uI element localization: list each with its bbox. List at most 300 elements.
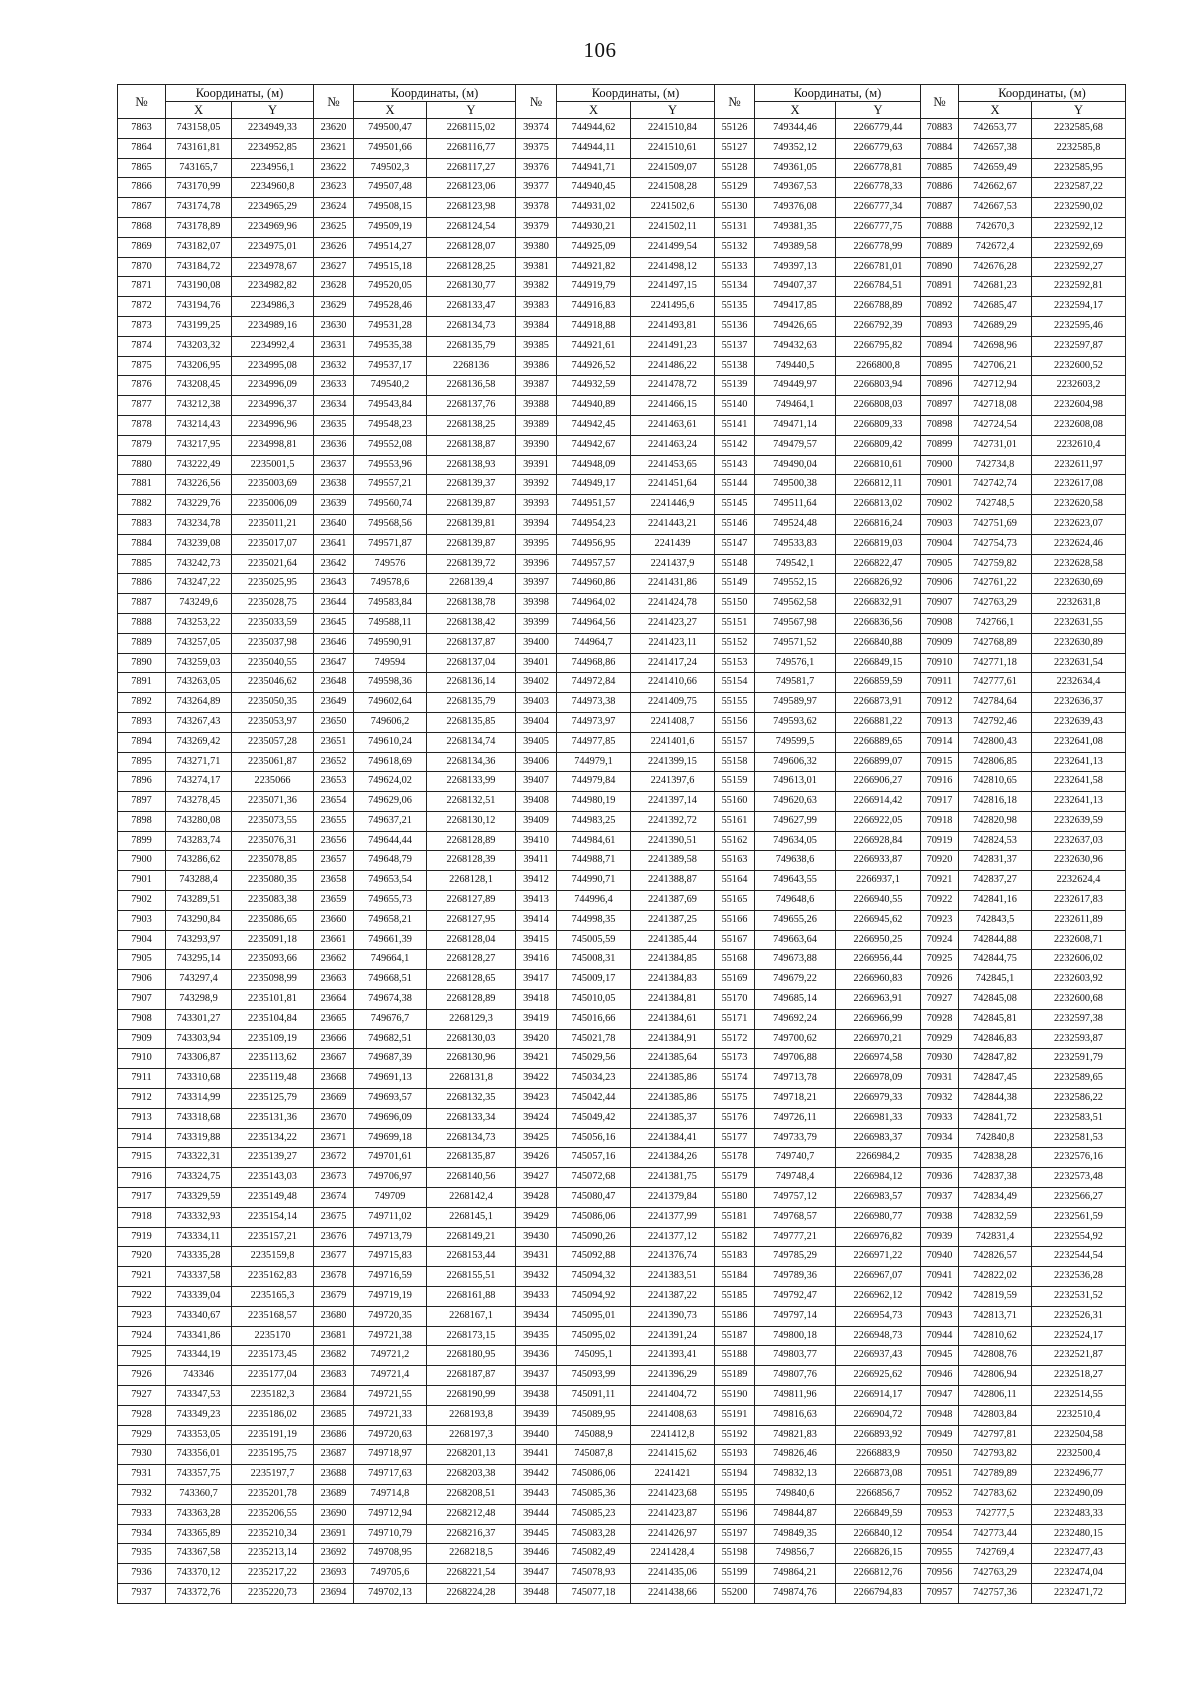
x-coordinate: 744941,71	[557, 158, 631, 178]
y-coordinate: 2232637,03	[1032, 831, 1126, 851]
x-coordinate: 749844,87	[755, 1504, 836, 1524]
point-number: 23652	[314, 752, 354, 772]
table-row	[118, 752, 1126, 772]
y-coordinate: 2234960,8	[232, 178, 314, 198]
point-number: 70947	[921, 1386, 959, 1406]
x-coordinate: 749449,97	[755, 376, 836, 396]
x-coordinate: 749464,1	[755, 396, 836, 416]
x-coordinate: 749397,13	[755, 257, 836, 277]
x-coordinate: 749706,97	[354, 1168, 427, 1188]
point-number: 70885	[921, 158, 959, 178]
x-coordinate: 743206,95	[166, 356, 232, 376]
point-number: 55196	[715, 1504, 755, 1524]
x-coordinate: 749807,76	[755, 1366, 836, 1386]
point-number: 70924	[921, 930, 959, 950]
point-number: 39431	[516, 1247, 557, 1267]
point-number: 55186	[715, 1306, 755, 1326]
point-number: 55187	[715, 1326, 755, 1346]
x-coordinate: 749679,22	[755, 970, 836, 990]
x-coordinate: 749578,6	[354, 574, 427, 594]
y-coordinate: 2268129,3	[427, 1009, 516, 1029]
y-coordinate: 2268140,56	[427, 1168, 516, 1188]
header-x: X	[354, 102, 427, 119]
y-coordinate: 2266819,03	[836, 534, 921, 554]
y-coordinate: 2268187,87	[427, 1366, 516, 1386]
y-coordinate: 2232544,54	[1032, 1247, 1126, 1267]
x-coordinate: 749520,05	[354, 277, 427, 297]
point-number: 7896	[118, 772, 166, 792]
point-number: 7922	[118, 1287, 166, 1307]
x-coordinate: 749389,58	[755, 237, 836, 257]
table-row	[118, 415, 1126, 435]
point-number: 23661	[314, 930, 354, 950]
point-number: 55126	[715, 119, 755, 139]
x-coordinate: 749426,65	[755, 316, 836, 336]
x-coordinate: 742803,84	[959, 1405, 1032, 1425]
table-row	[118, 891, 1126, 911]
y-coordinate: 2232603,92	[1032, 970, 1126, 990]
point-number: 39416	[516, 950, 557, 970]
point-number: 70933	[921, 1108, 959, 1128]
y-coordinate: 2266822,47	[836, 554, 921, 574]
x-coordinate: 749417,85	[755, 297, 836, 317]
y-coordinate: 2235104,84	[232, 1009, 314, 1029]
y-coordinate: 2232585,8	[1032, 138, 1126, 158]
x-coordinate: 742768,89	[959, 633, 1032, 653]
point-number: 23633	[314, 376, 354, 396]
table-row	[118, 653, 1126, 673]
y-coordinate: 2235073,55	[232, 811, 314, 831]
point-number: 70907	[921, 594, 959, 614]
x-coordinate: 749352,12	[755, 138, 836, 158]
point-number: 23622	[314, 158, 354, 178]
y-coordinate: 2268155,51	[427, 1267, 516, 1287]
point-number: 70898	[921, 415, 959, 435]
point-number: 7901	[118, 871, 166, 891]
point-number: 70909	[921, 633, 959, 653]
point-number: 70914	[921, 732, 959, 752]
point-number: 55160	[715, 792, 755, 812]
point-number: 55193	[715, 1445, 755, 1465]
point-number: 70894	[921, 336, 959, 356]
x-coordinate: 742806,11	[959, 1386, 1032, 1406]
point-number: 7864	[118, 138, 166, 158]
point-number: 39438	[516, 1386, 557, 1406]
point-number: 39430	[516, 1227, 557, 1247]
table-row	[118, 336, 1126, 356]
point-number: 70946	[921, 1366, 959, 1386]
point-number: 39402	[516, 673, 557, 693]
point-number: 23673	[314, 1168, 354, 1188]
x-coordinate: 742754,73	[959, 534, 1032, 554]
x-coordinate: 749543,84	[354, 396, 427, 416]
y-coordinate: 2241428,4	[631, 1544, 715, 1564]
x-coordinate: 749576	[354, 554, 427, 574]
y-coordinate: 2268221,54	[427, 1564, 516, 1584]
y-coordinate: 2235011,21	[232, 514, 314, 534]
y-coordinate: 2268180,95	[427, 1346, 516, 1366]
x-coordinate: 745091,11	[557, 1386, 631, 1406]
x-coordinate: 745092,88	[557, 1247, 631, 1267]
x-coordinate: 743335,28	[166, 1247, 232, 1267]
table-row	[118, 1405, 1126, 1425]
point-number: 55200	[715, 1583, 755, 1603]
table-row	[118, 455, 1126, 475]
point-number: 23657	[314, 851, 354, 871]
table-row	[118, 1108, 1126, 1128]
point-number: 7893	[118, 712, 166, 732]
y-coordinate: 2268115,02	[427, 119, 516, 139]
point-number: 39382	[516, 277, 557, 297]
y-coordinate: 2235101,81	[232, 990, 314, 1010]
point-number: 55134	[715, 277, 755, 297]
point-number: 39403	[516, 693, 557, 713]
y-coordinate: 2268139,37	[427, 475, 516, 495]
point-number: 70901	[921, 475, 959, 495]
y-coordinate: 2232589,65	[1032, 1069, 1126, 1089]
x-coordinate: 744964,02	[557, 594, 631, 614]
y-coordinate: 2241377,99	[631, 1207, 715, 1227]
x-coordinate: 742846,83	[959, 1029, 1032, 1049]
y-coordinate: 2268131,8	[427, 1069, 516, 1089]
x-coordinate: 744979,1	[557, 752, 631, 772]
point-number: 39418	[516, 990, 557, 1010]
point-number: 70939	[921, 1227, 959, 1247]
y-coordinate: 2266779,44	[836, 119, 921, 139]
point-number: 7881	[118, 475, 166, 495]
x-coordinate: 742844,88	[959, 930, 1032, 950]
y-coordinate: 2241388,87	[631, 871, 715, 891]
point-number: 7913	[118, 1108, 166, 1128]
point-number: 23689	[314, 1484, 354, 1504]
y-coordinate: 2268142,4	[427, 1188, 516, 1208]
y-coordinate: 2266883,9	[836, 1445, 921, 1465]
y-coordinate: 2241486,22	[631, 356, 715, 376]
point-number: 39417	[516, 970, 557, 990]
table-row	[118, 1207, 1126, 1227]
x-coordinate: 749721,2	[354, 1346, 427, 1366]
y-coordinate: 2268123,06	[427, 178, 516, 198]
y-coordinate: 2266899,07	[836, 752, 921, 772]
point-number: 23632	[314, 356, 354, 376]
y-coordinate: 2232518,27	[1032, 1366, 1126, 1386]
point-number: 70957	[921, 1583, 959, 1603]
point-number: 55168	[715, 950, 755, 970]
header-coordinates: Координаты, (м)	[166, 85, 314, 102]
x-coordinate: 749733,79	[755, 1128, 836, 1148]
point-number: 70918	[921, 811, 959, 831]
x-coordinate: 749708,95	[354, 1544, 427, 1564]
x-coordinate: 749381,35	[755, 217, 836, 237]
x-coordinate: 744942,45	[557, 415, 631, 435]
y-coordinate: 2232514,55	[1032, 1386, 1126, 1406]
y-coordinate: 2241424,78	[631, 594, 715, 614]
header-coordinates: Координаты, (м)	[354, 85, 516, 102]
point-number: 39434	[516, 1306, 557, 1326]
x-coordinate: 742834,49	[959, 1188, 1032, 1208]
x-coordinate: 749826,46	[755, 1445, 836, 1465]
table-row	[118, 1445, 1126, 1465]
y-coordinate: 2241397,14	[631, 792, 715, 812]
point-number: 55135	[715, 297, 755, 317]
point-number: 55198	[715, 1544, 755, 1564]
y-coordinate: 2266777,34	[836, 198, 921, 218]
point-number: 55184	[715, 1267, 755, 1287]
x-coordinate: 743290,84	[166, 910, 232, 930]
x-coordinate: 742757,36	[959, 1583, 1032, 1603]
x-coordinate: 745049,42	[557, 1108, 631, 1128]
table-row	[118, 1128, 1126, 1148]
x-coordinate: 743190,08	[166, 277, 232, 297]
x-coordinate: 743165,7	[166, 158, 232, 178]
y-coordinate: 2266914,42	[836, 792, 921, 812]
x-coordinate: 749588,11	[354, 613, 427, 633]
table-row	[118, 574, 1126, 594]
point-number: 70932	[921, 1089, 959, 1109]
point-number: 55151	[715, 613, 755, 633]
x-coordinate: 744964,7	[557, 633, 631, 653]
y-coordinate: 2232628,58	[1032, 554, 1126, 574]
y-coordinate: 2235040,55	[232, 653, 314, 673]
x-coordinate: 742847,45	[959, 1069, 1032, 1089]
y-coordinate: 2241389,58	[631, 851, 715, 871]
y-coordinate: 2241391,24	[631, 1326, 715, 1346]
y-coordinate: 2268130,77	[427, 277, 516, 297]
point-number: 7903	[118, 910, 166, 930]
x-coordinate: 743229,76	[166, 495, 232, 515]
x-coordinate: 742784,64	[959, 693, 1032, 713]
table-row	[118, 1188, 1126, 1208]
x-coordinate: 742689,29	[959, 316, 1032, 336]
y-coordinate: 2268130,96	[427, 1049, 516, 1069]
point-number: 7871	[118, 277, 166, 297]
point-number: 7888	[118, 613, 166, 633]
x-coordinate: 749706,88	[755, 1049, 836, 1069]
x-coordinate: 749511,64	[755, 495, 836, 515]
header-coordinates: Координаты, (м)	[755, 85, 921, 102]
point-number: 55139	[715, 376, 755, 396]
point-number: 23669	[314, 1089, 354, 1109]
header-coordinates: Координаты, (м)	[959, 85, 1126, 102]
y-coordinate: 2235195,75	[232, 1445, 314, 1465]
point-number: 39447	[516, 1564, 557, 1584]
point-number: 55176	[715, 1108, 755, 1128]
y-coordinate: 2241510,84	[631, 119, 715, 139]
y-coordinate: 2234986,3	[232, 297, 314, 317]
y-coordinate: 2232583,51	[1032, 1108, 1126, 1128]
y-coordinate: 2235053,97	[232, 712, 314, 732]
y-coordinate: 2234998,81	[232, 435, 314, 455]
x-coordinate: 743349,23	[166, 1405, 232, 1425]
y-coordinate: 2266984,2	[836, 1148, 921, 1168]
y-coordinate: 2232606,02	[1032, 950, 1126, 970]
point-number: 55140	[715, 396, 755, 416]
table-row	[118, 158, 1126, 178]
x-coordinate: 742844,38	[959, 1089, 1032, 1109]
point-number: 70931	[921, 1069, 959, 1089]
x-coordinate: 749500,38	[755, 475, 836, 495]
table-row	[118, 1484, 1126, 1504]
table-row	[118, 811, 1126, 831]
point-number: 39427	[516, 1168, 557, 1188]
point-number: 70908	[921, 613, 959, 633]
point-number: 7918	[118, 1207, 166, 1227]
y-coordinate: 2266832,91	[836, 594, 921, 614]
point-number: 55194	[715, 1465, 755, 1485]
x-coordinate: 743310,68	[166, 1069, 232, 1089]
x-coordinate: 743158,05	[166, 119, 232, 139]
y-coordinate: 2241443,21	[631, 514, 715, 534]
point-number: 23626	[314, 237, 354, 257]
y-coordinate: 2235173,45	[232, 1346, 314, 1366]
y-coordinate: 2266840,12	[836, 1524, 921, 1544]
table-row	[118, 119, 1126, 139]
y-coordinate: 2232590,02	[1032, 198, 1126, 218]
y-coordinate: 2234996,96	[232, 415, 314, 435]
x-coordinate: 745095,01	[557, 1306, 631, 1326]
point-number: 70954	[921, 1524, 959, 1544]
point-number: 7863	[118, 119, 166, 139]
x-coordinate: 745083,28	[557, 1524, 631, 1544]
point-number: 39384	[516, 316, 557, 336]
y-coordinate: 2232531,52	[1032, 1287, 1126, 1307]
point-number: 55149	[715, 574, 755, 594]
point-number: 7891	[118, 673, 166, 693]
point-number: 39436	[516, 1346, 557, 1366]
x-coordinate: 745010,05	[557, 990, 631, 1010]
x-coordinate: 743253,22	[166, 613, 232, 633]
point-number: 39442	[516, 1465, 557, 1485]
table-row	[118, 277, 1126, 297]
x-coordinate: 749568,56	[354, 514, 427, 534]
y-coordinate: 2241466,15	[631, 396, 715, 416]
y-coordinate: 2266800,8	[836, 356, 921, 376]
y-coordinate: 2241385,44	[631, 930, 715, 950]
point-number: 70899	[921, 435, 959, 455]
x-coordinate: 749638,6	[755, 851, 836, 871]
point-number: 55170	[715, 990, 755, 1010]
x-coordinate: 745057,16	[557, 1148, 631, 1168]
point-number: 39420	[516, 1029, 557, 1049]
y-coordinate: 2232608,71	[1032, 930, 1126, 950]
y-coordinate: 2235149,48	[232, 1188, 314, 1208]
x-coordinate: 742832,59	[959, 1207, 1032, 1227]
point-number: 23648	[314, 673, 354, 693]
x-coordinate: 749768,57	[755, 1207, 836, 1227]
y-coordinate: 2232591,79	[1032, 1049, 1126, 1069]
y-coordinate: 2241426,97	[631, 1524, 715, 1544]
table-row	[118, 495, 1126, 515]
y-coordinate: 2235154,14	[232, 1207, 314, 1227]
y-coordinate: 2268138,87	[427, 435, 516, 455]
y-coordinate: 2234949,33	[232, 119, 314, 139]
x-coordinate: 744949,17	[557, 475, 631, 495]
point-number: 39413	[516, 891, 557, 911]
table-row	[118, 217, 1126, 237]
y-coordinate: 2235157,21	[232, 1227, 314, 1247]
x-coordinate: 742840,8	[959, 1128, 1032, 1148]
y-coordinate: 2266925,62	[836, 1366, 921, 1386]
point-number: 55148	[715, 554, 755, 574]
y-coordinate: 2232554,92	[1032, 1227, 1126, 1247]
y-coordinate: 2235119,48	[232, 1069, 314, 1089]
y-coordinate: 2241397,6	[631, 772, 715, 792]
y-coordinate: 2266967,07	[836, 1267, 921, 1287]
point-number: 39414	[516, 910, 557, 930]
y-coordinate: 2268130,03	[427, 1029, 516, 1049]
x-coordinate: 744983,25	[557, 811, 631, 831]
table-row	[118, 613, 1126, 633]
header-x: X	[755, 102, 836, 119]
point-number: 7879	[118, 435, 166, 455]
x-coordinate: 749479,57	[755, 435, 836, 455]
y-coordinate: 2266976,82	[836, 1227, 921, 1247]
x-coordinate: 744957,57	[557, 554, 631, 574]
point-number: 70940	[921, 1247, 959, 1267]
table-row	[118, 712, 1126, 732]
y-coordinate: 2266873,08	[836, 1465, 921, 1485]
point-number: 23678	[314, 1267, 354, 1287]
x-coordinate: 744948,09	[557, 455, 631, 475]
point-number: 23684	[314, 1386, 354, 1406]
x-coordinate: 749537,17	[354, 356, 427, 376]
point-number: 70895	[921, 356, 959, 376]
point-number: 7877	[118, 396, 166, 416]
y-coordinate: 2266779,63	[836, 138, 921, 158]
x-coordinate: 743278,45	[166, 792, 232, 812]
table-row	[118, 534, 1126, 554]
x-coordinate: 742712,94	[959, 376, 1032, 396]
y-coordinate: 2234978,67	[232, 257, 314, 277]
y-coordinate: 2266945,62	[836, 910, 921, 930]
x-coordinate: 742820,98	[959, 811, 1032, 831]
x-coordinate: 743203,32	[166, 336, 232, 356]
point-number: 7917	[118, 1188, 166, 1208]
y-coordinate: 2235028,75	[232, 594, 314, 614]
point-number: 7907	[118, 990, 166, 1010]
y-coordinate: 2241376,74	[631, 1247, 715, 1267]
point-number: 39395	[516, 534, 557, 554]
x-coordinate: 749721,55	[354, 1386, 427, 1406]
point-number: 23679	[314, 1287, 354, 1307]
x-coordinate: 743353,05	[166, 1425, 232, 1445]
x-coordinate: 743322,31	[166, 1148, 232, 1168]
point-number: 39404	[516, 712, 557, 732]
y-coordinate: 2266966,99	[836, 1009, 921, 1029]
x-coordinate: 742843,5	[959, 910, 1032, 930]
header-y: Y	[427, 102, 516, 119]
x-coordinate: 742810,62	[959, 1326, 1032, 1346]
point-number: 23624	[314, 198, 354, 218]
y-coordinate: 2232624,4	[1032, 871, 1126, 891]
x-coordinate: 743297,4	[166, 970, 232, 990]
table-row	[118, 930, 1126, 950]
point-number: 55154	[715, 673, 755, 693]
point-number: 7923	[118, 1306, 166, 1326]
y-coordinate: 2241404,72	[631, 1386, 715, 1406]
point-number: 23682	[314, 1346, 354, 1366]
y-coordinate: 2268116,77	[427, 138, 516, 158]
point-number: 39441	[516, 1445, 557, 1465]
y-coordinate: 2266836,56	[836, 613, 921, 633]
point-number: 23658	[314, 871, 354, 891]
x-coordinate: 749718,21	[755, 1089, 836, 1109]
x-coordinate: 749557,21	[354, 475, 427, 495]
x-coordinate: 744925,09	[557, 237, 631, 257]
y-coordinate: 2232630,89	[1032, 633, 1126, 653]
x-coordinate: 743217,95	[166, 435, 232, 455]
x-coordinate: 743298,9	[166, 990, 232, 1010]
